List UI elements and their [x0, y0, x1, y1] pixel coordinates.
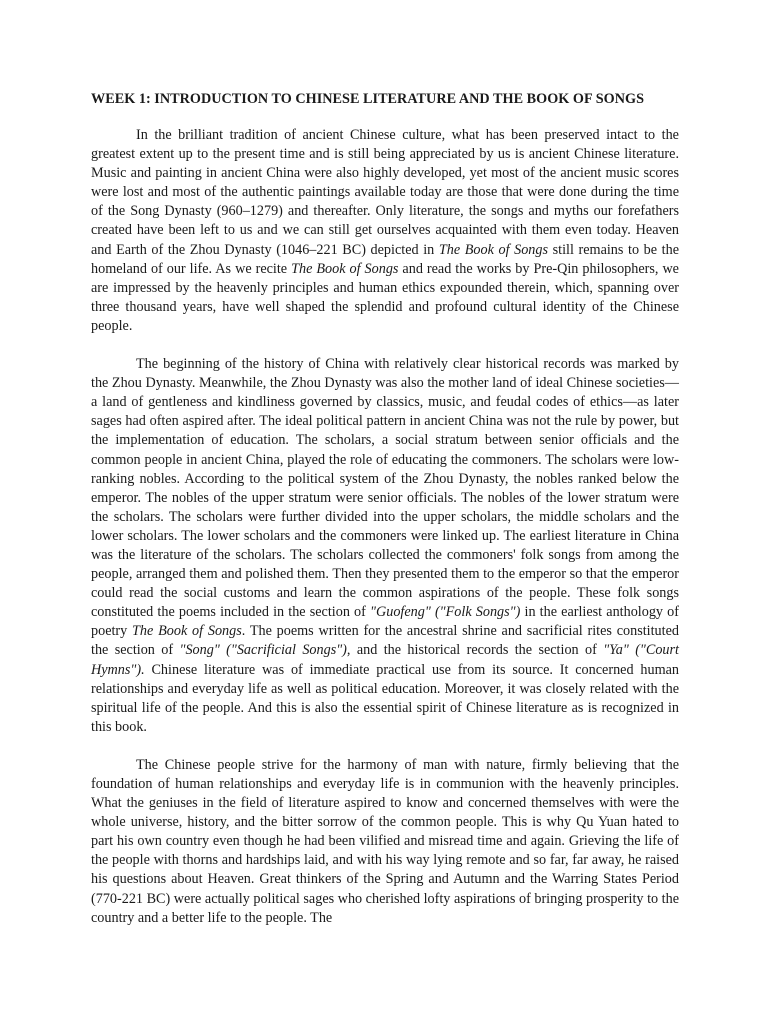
- italic-text: "Song" ("Sacrificial Songs"): [179, 642, 347, 659]
- italic-text: "Ya" ("Court Hymns").: [91, 642, 679, 678]
- italic-text: The Book of Songs: [132, 623, 242, 640]
- paragraph-1: [91, 126, 679, 336]
- paragraph-3: [91, 756, 679, 928]
- text-run: . The poems written for the ancestral shrine and sacrificial rites constituted the section of: [91, 623, 679, 659]
- text-run: Chinese literature was of immediate practical use from its source. It concerned human relationships and everyday life as well as political education. Moreover, it was closely related with the spiritual life of the people. And this is also the essential spirit of Chinese literature as is recognized in this book.: [91, 661, 679, 735]
- italic-text: "Guofeng" ("Folk Songs"): [370, 604, 521, 621]
- document-body: [91, 126, 679, 928]
- page-title: WEEK 1: INTRODUCTION TO CHINESE LITERATURE AND THE BOOK OF SONGS: [91, 91, 644, 107]
- text-run: The beginning of the history of China with relatively clear historical records was marked by the Zhou Dynasty. Meanwhile, the Zhou Dynasty was also the mother land of ideal Chinese societies—a land of gentleness and kindliness governed by classics, music, and feudal codes of ethics—as later sages had often aspired after. The ideal political pattern in ancient China was not the rule by power, but the implementation of education. The scholars, a social stratum between senior officials and the common people in ancient China, played the role of educating the commoners. The scholars were low-ranking nobles. According to the political system of the Zhou Dynasty, the nobles ranked below the emperor. The nobles of the upper stratum were senior officials. The nobles of the lower stratum were the scholars. The scholars were further divided into the upper scholars, the middle scholars and the lower scholars. The lower scholars and the commoners were linked up. The earliest literature in China was the literature of the scholars. The scholars collected the commoners' folk songs from among the people, arranged them and polished them. Then they presented them to the emperor so that the emperor could read the social customs and learn the common aspirations of the people. These folk songs constituted the poems included in the section of: [91, 356, 679, 621]
- text-run: The Chinese people strive for the harmony of man with nature, firmly believing that the foundation of human relationships and everyday life is in communion with the heavenly principles. What the geniuses in the field of literature aspired to know and concerned themselves with were the whole universe, history, and the bitter sorrow of the common people. This is why Qu Yuan hated to part his own country even though he had been vilified and misread time and again. Grieving the life of the people with thorns and hardships laid, and with his way lying remote and so far, far away, he raised his questions about Heaven. Great thinkers of the Spring and Autumn and the Warring States Period (770-221 BC) were actually political sages who cherished lofty aspirations of bringing prosperity to the country and a better life to the people. The: [91, 756, 679, 926]
- text-run: in the earliest anthology of poetry: [91, 604, 679, 640]
- text-run: , and the historical records the section of: [346, 642, 604, 659]
- text-run: still remains to be the homeland of our life. As we recite: [91, 241, 679, 277]
- text-run: In the brilliant tradition of ancient Chinese culture, what has been preserved intact to the greatest extent up to the present time and is still being appreciated by us is ancient Chinese literature. Music and painting in ancient China were also highly developed, yet most of the ancient music scores were lost and most of the authentic paintings available today are those that were done during the time of the Song Dynasty (960–1279) and thereafter. Only literature, the songs and myths our forefathers created have been left to us and we can still get ourselves acquainted with them even today. Heaven and Earth of the Zhou Dynasty (1046–221 BC) depicted in: [91, 127, 679, 258]
- italic-text: The Book of Songs: [291, 260, 399, 277]
- text-run: and read the works by Pre-Qin philosophers, we are impressed by the heavenly principles and human ethics expounded therein, which, spanning over three thousand years, have well shaped the splendid and profound cultural identity of the Chinese people.: [91, 260, 679, 334]
- paragraph-2: [91, 355, 679, 737]
- italic-text: The Book of Songs: [438, 241, 549, 258]
